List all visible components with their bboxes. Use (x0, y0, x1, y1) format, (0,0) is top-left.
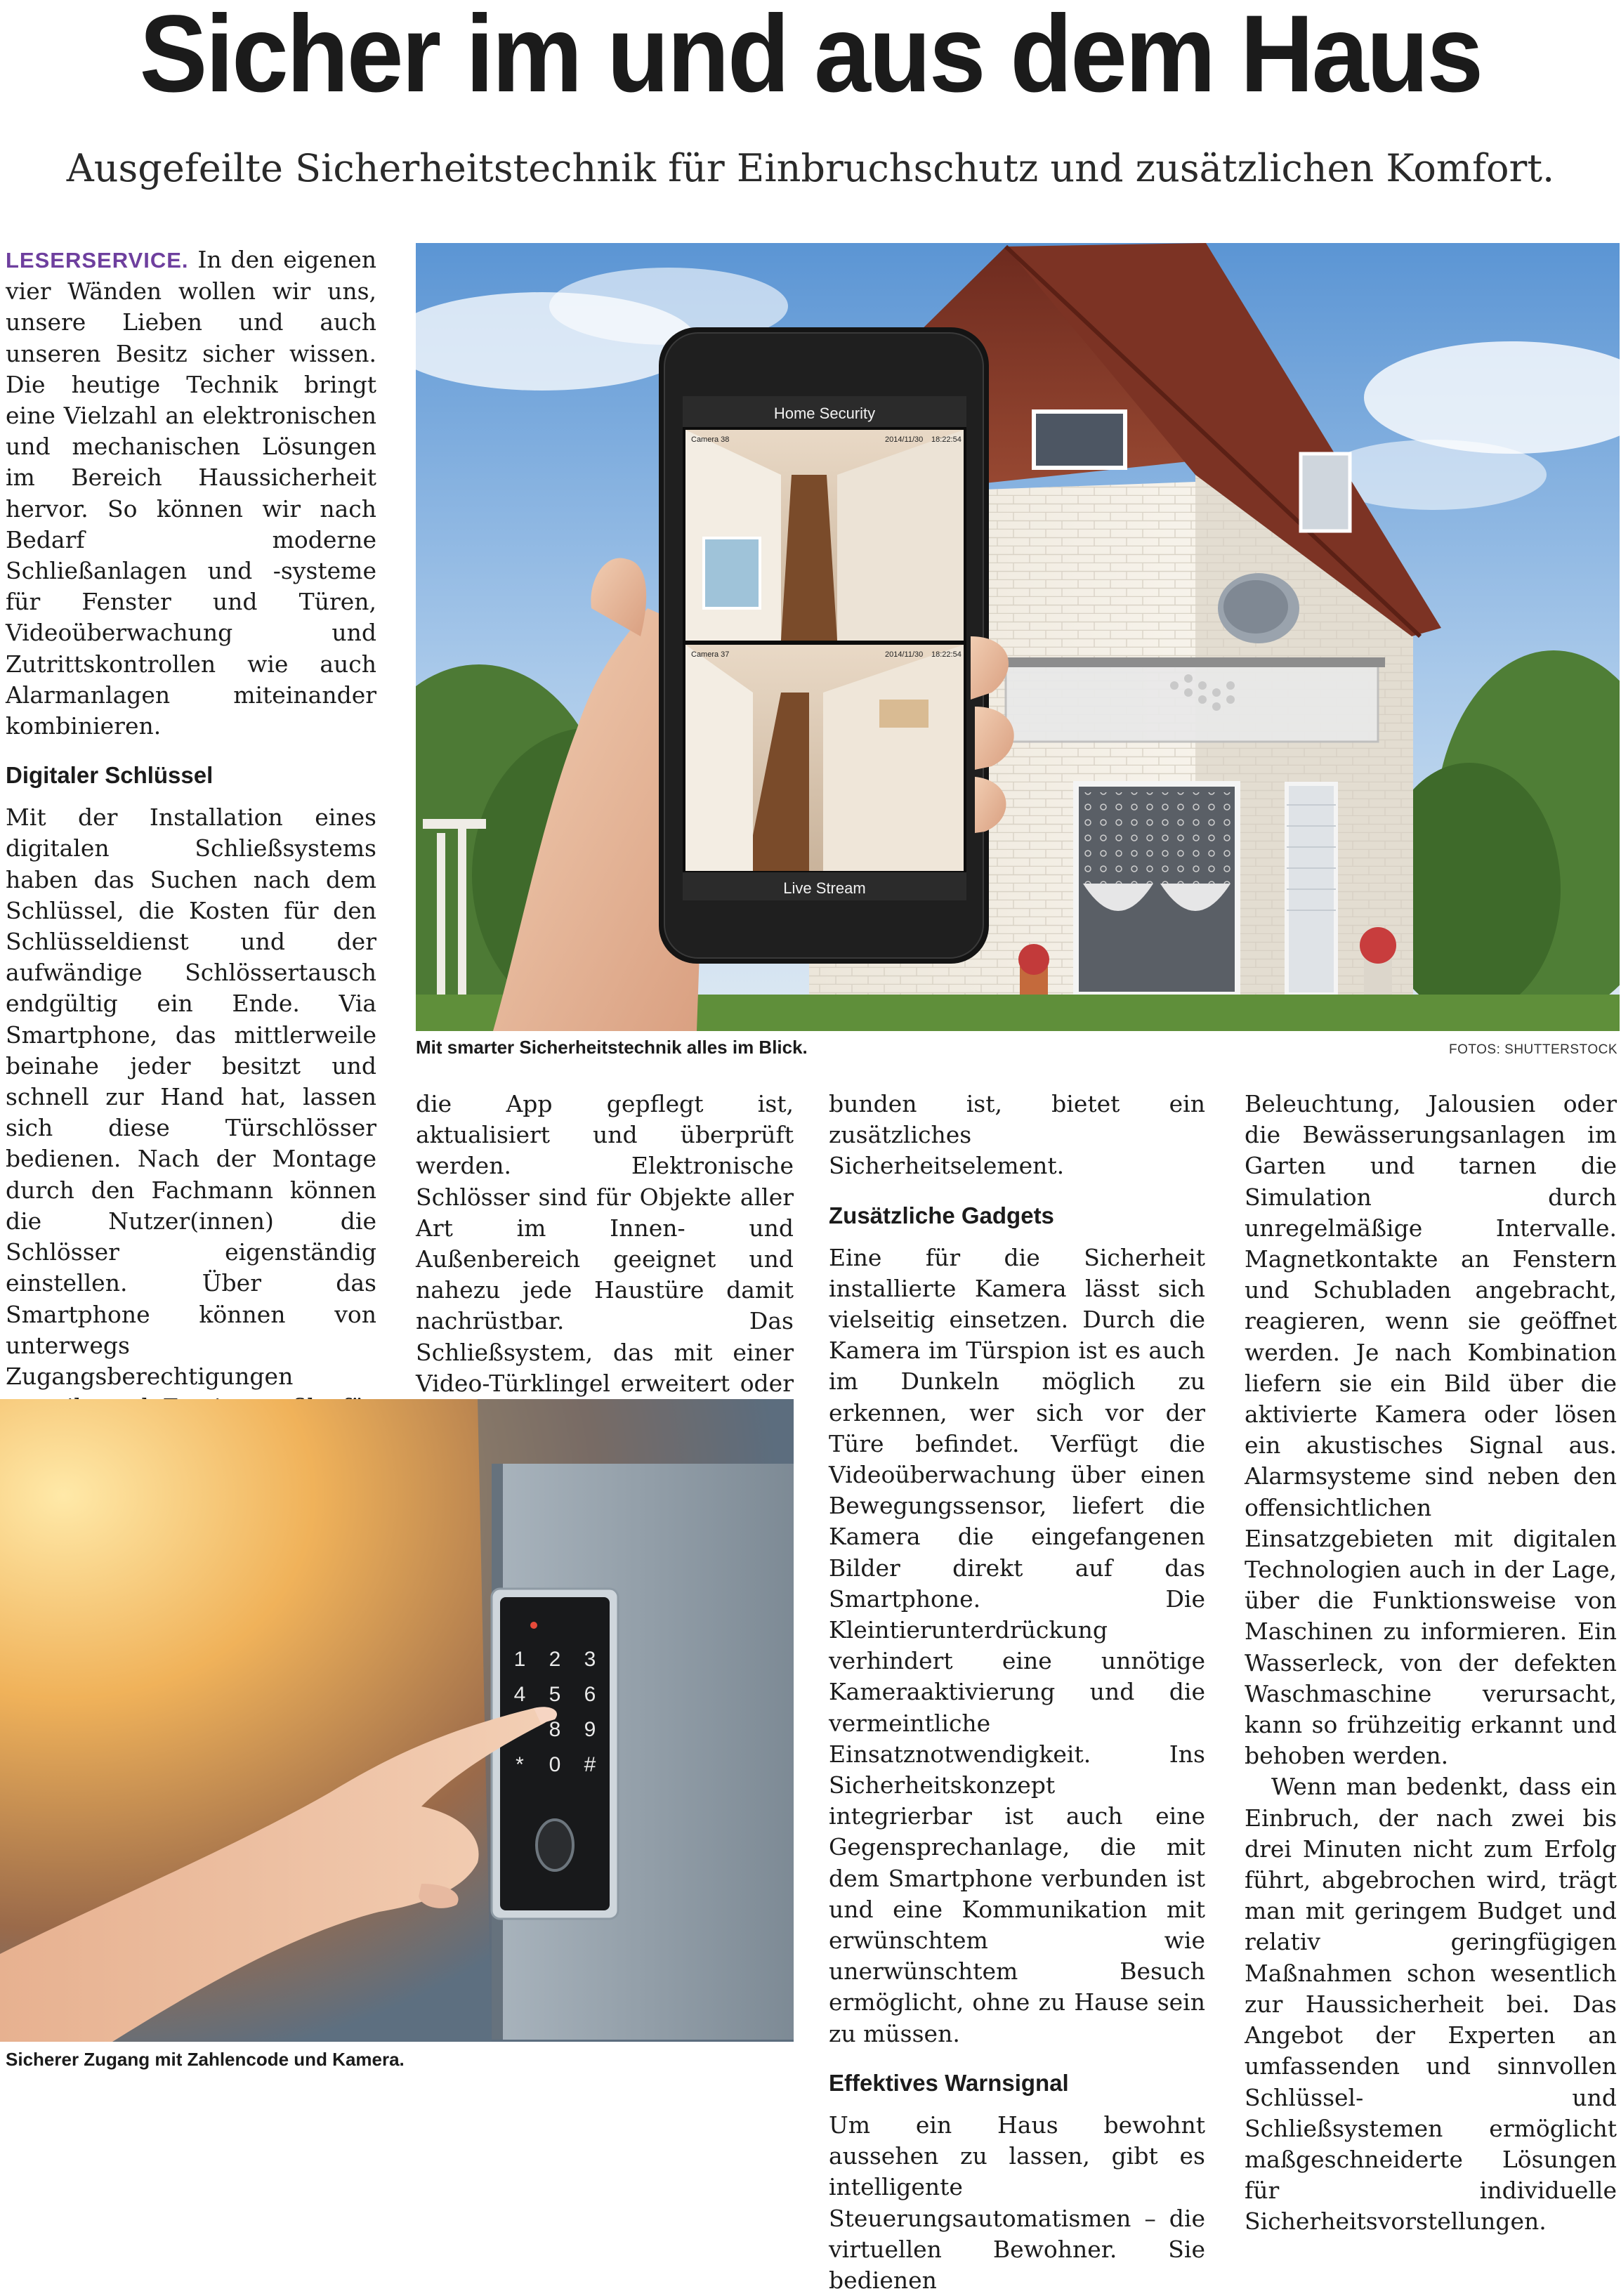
keypad-illustration (0, 1399, 794, 2042)
key-hash: # (584, 1753, 596, 1776)
intro-text: In den eigenen vier Wänden wollen wir uns, unsere Lieben und auch unseren Besitz sicher wissen. Die heutige Technik bringt eine Vielzahl an elektronischen und mechanischen Lösungen im Bereich Haussicherheit hervor. So können wir nach Bedarf moderne Schließanlagen und -systeme für Fenster und Türen, Videoüberwachung und Zutrittskontrollen wie auch Alarmanlagen miteinander kombinieren. (6, 246, 376, 740)
heading-digitaler-schluessel: Digitaler Schlüssel (6, 762, 214, 789)
cam2-date: 2014/11/30 (885, 650, 924, 659)
cam2-time: 18:22:54 (931, 650, 962, 659)
photo-credit: FOTOS: SHUTTERSTOCK (1449, 1042, 1617, 1057)
section1-text-b: die App gepflegt ist, aktualisiert und überprüft werden. Elektronische Schlösser sind für Objekte aller Art im Innen- und Außenbereich geeignet und nahezu jede Haustüre damit nachrüstbar. Das Schließsystem, das mit einer Video-Türklingel erweitert oder (416, 1090, 794, 1397)
heading-zusaetzliche-gadgets: Zusätzliche Gadgets (829, 1202, 1054, 1228)
cam2-label: Camera 37 (691, 650, 730, 659)
main-photo-caption: Mit smarter Sicherheitstechnik alles im Blick. (416, 1037, 808, 1058)
section3-text-b: Beleuchtung, Jalousien oder die Bewässerungsanlagen im Garten und tarnen die Simulation durch unregelmäßige Intervalle. Magnetkontakte an Fenstern und Schubladen angebracht, reagieren, wenn sie geöffnet werden. Je nach Kombination liefern sie ein Bild über die aktivierte Kamera oder lösen ein akustisches Signal aus. Alarmsysteme sind neben den offensichtlichen Einsatzgebieten mit digitalen Technologien auch in der Lage, über die Funktionsweise von Maschinen zu informieren. Ein Wasserleck, von der defekten Waschmaschine verursacht, kann so frühzeitig erkannt und behoben werden. (1245, 1090, 1617, 1770)
section3-text-c: Wenn man bedenkt, dass ein Einbruch, der nach zwei bis drei Minuten nicht zum Erfolg führt, abgebrochen wird, trägt man mit geringem Budget und relativ geringfügigen Maßnahmen schon wesentlich zur Haussicherheit bei. Das Angebot der Experten an umfassenden und sinnvollen Schlüssel- und Schließsystemen ermöglicht maßgeschneiderte Lösungen für individuelle Sicherheitsvorstellungen. (1245, 1773, 1617, 2236)
key-5: 5 (549, 1683, 561, 1706)
key-6: 6 (584, 1683, 596, 1706)
house-phone-illustration (416, 243, 1620, 1031)
key-2: 2 (549, 1648, 561, 1671)
key-3: 3 (584, 1648, 596, 1671)
key-0: 0 (549, 1753, 561, 1776)
section1-text-a: Mit der Installation eines digitalen Schließsystems haben das Suchen nach dem Schlüssel, die Kosten für den Schlüsseldienst und der aufwändige Schlössertausch endgültig ein Ende. Via Smartphone, das mittlerweile beinahe jeder besitzt und schnell zur Hand hat, lassen sich diese Türschlösser bedienen. Nach der Montage durch den Fachmann können die Nutzer(innen) die Schlösser eigenständig einstellen. Über das Smartphone können von unterwegs Zugangsberechtigungen (6, 803, 376, 1390)
section3-text-a: Um ein Haus bewohnt aussehen zu lassen, gibt es intelligente Steuerungsautomatismen – die virtuellen Bewohner. Sie bedienen (829, 2111, 1205, 2294)
column-4 (1245, 1089, 1617, 2238)
section1-text-c: bunden ist, bietet ein zusätzliches Sicherheitselement. (829, 1090, 1205, 1180)
headline: Sicher im und aus dem Haus (139, 0, 1482, 115)
key-8: 8 (549, 1718, 561, 1741)
column-1 (6, 244, 376, 1578)
key-9: 9 (584, 1718, 596, 1741)
key-4: 4 (513, 1683, 526, 1706)
keypad-photo-caption: Sicherer Zugang mit Zahlencode und Kamera. (6, 2049, 405, 2070)
key-1: 1 (513, 1648, 526, 1671)
cam1-time: 18:22:54 (931, 435, 962, 444)
cam1-date: 2014/11/30 (885, 435, 924, 444)
heading-effektives-warnsignal: Effektives Warnsignal (829, 2069, 1069, 2096)
screen-footer: Live Stream (783, 879, 866, 897)
section2-text: Eine für die Sicherheit installierte Kamera lässt sich vielseitig einsetzen. Durch die Kamera im Türspion ist es auch im Dunkeln möglich zu erkennen, wer sich vor der Türe befindet. Verfügt die Videoüberwachung über einen Bewegungssensor, liefert die Kamera die eingefangenen Bilder direkt auf das Smartphone. Die Kleintierunterdrückung verhindert eine unnötige Kameraaktivierung und die vermeintliche Einsatznotwendigkeit. Ins Sicherheitskonzept integrierbar ist auch eine Gegensprechanlage, die mit dem Smartphone verbunden ist und eine Kommunikation mit erwünschtem wie unerwünschtem Besuch ermöglicht, ohne zu Hause sein zu müssen. (829, 1243, 1205, 2047)
key-star: * (516, 1753, 524, 1776)
intro-paragraph (6, 244, 376, 742)
kicker: LESERSERVICE. (6, 248, 189, 273)
keypad-photo (0, 1399, 794, 2042)
column-3 (829, 1089, 1205, 2296)
screen-title: Home Security (773, 405, 876, 422)
main-photo (416, 243, 1620, 1031)
cam1-label: Camera 38 (691, 435, 730, 444)
subheadline: Ausgefeilte Sicherheitstechnik für Einbruchschutz und zusätzlichen Komfort. (66, 146, 1555, 190)
